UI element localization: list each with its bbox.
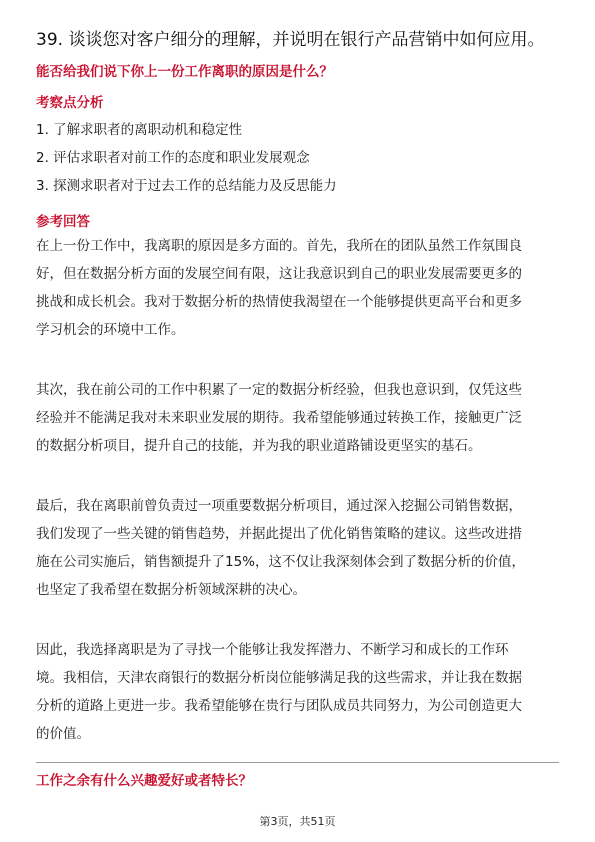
answer-paragraph-3 bbox=[36, 492, 561, 604]
paragraph-line: 施在公司实施后，销售额提升了15%，这不仅让我深刻体会到了数据分析的价值， bbox=[36, 554, 526, 570]
answer-paragraph-2 bbox=[36, 376, 561, 460]
paragraph-line: 的数据分析项目，提升自己的技能，并为我的职业道路铺设更坚实的基石。 bbox=[36, 438, 482, 454]
analysis-point-1: 1. 了解求职者的离职动机和稳定性 bbox=[36, 122, 243, 138]
paragraph-line: 经验并不能满足我对未来职业发展的期待。我希望能够通过转换工作，接触更广泛 bbox=[36, 410, 522, 426]
main-question: 39. 谈谈您对客户细分的理解，并说明在银行产品营销中如何应用。 bbox=[36, 30, 545, 50]
page-footer: 第3页，共51页 bbox=[259, 815, 336, 828]
paragraph-line: 我们发现了一些关键的销售趋势，并据此提出了优化销售策略的建议。这些改进措 bbox=[36, 526, 522, 542]
analysis-point-3: 3. 探测求职者对于过去工作的总结能力及反思能力 bbox=[36, 178, 337, 194]
sub-question: 能否给我们说下你上一份工作离职的原因是什么？ bbox=[36, 64, 333, 80]
answer-title: 参考回答 bbox=[36, 214, 90, 230]
paragraph-line: 境。我相信，天津农商银行的数据分析岗位能够满足我的这些需求，并让我在数据 bbox=[36, 670, 522, 686]
paragraph-line: 也坚定了我希望在数据分析领域深耕的决心。 bbox=[36, 582, 306, 598]
answer-paragraph-4 bbox=[36, 636, 561, 748]
paragraph-line: 最后，我在离职前曾负责过一项重要数据分析项目，通过深入挖掘公司销售数据， bbox=[36, 498, 522, 514]
paragraph-line: 分析的道路上更进一步。我希望能够在贵行与团队成员共同努力，为公司创造更大 bbox=[36, 698, 522, 714]
analysis-title: 考察点分析 bbox=[36, 95, 104, 111]
paragraph-line: 好，但在数据分析方面的发展空间有限，这让我意识到自己的职业发展需要更多的 bbox=[36, 266, 522, 282]
answer-paragraph-1 bbox=[36, 232, 561, 344]
paragraph-line: 的价值。 bbox=[36, 726, 90, 742]
paragraph-line: 挑战和成长机会。我对于数据分析的热情使我渴望在一个能够提供更高平台和更多 bbox=[36, 294, 522, 310]
analysis-point-2: 2. 评估求职者对前工作的态度和职业发展观念 bbox=[36, 150, 310, 166]
paragraph-line: 因此，我选择离职是为了寻找一个能够让我发挥潜力、不断学习和成长的工作环 bbox=[36, 642, 509, 658]
paragraph-line: 在上一份工作中，我离职的原因是多方面的。首先，我所在的团队虽然工作氛围良 bbox=[36, 238, 522, 254]
section-divider bbox=[36, 762, 559, 763]
paragraph-line: 其次，我在前公司的工作中积累了一定的数据分析经验，但我也意识到，仅凭这些 bbox=[36, 382, 522, 398]
paragraph-line: 学习机会的环境中工作。 bbox=[36, 322, 185, 338]
next-question: 工作之余有什么兴趣爱好或者特长？ bbox=[36, 773, 252, 789]
